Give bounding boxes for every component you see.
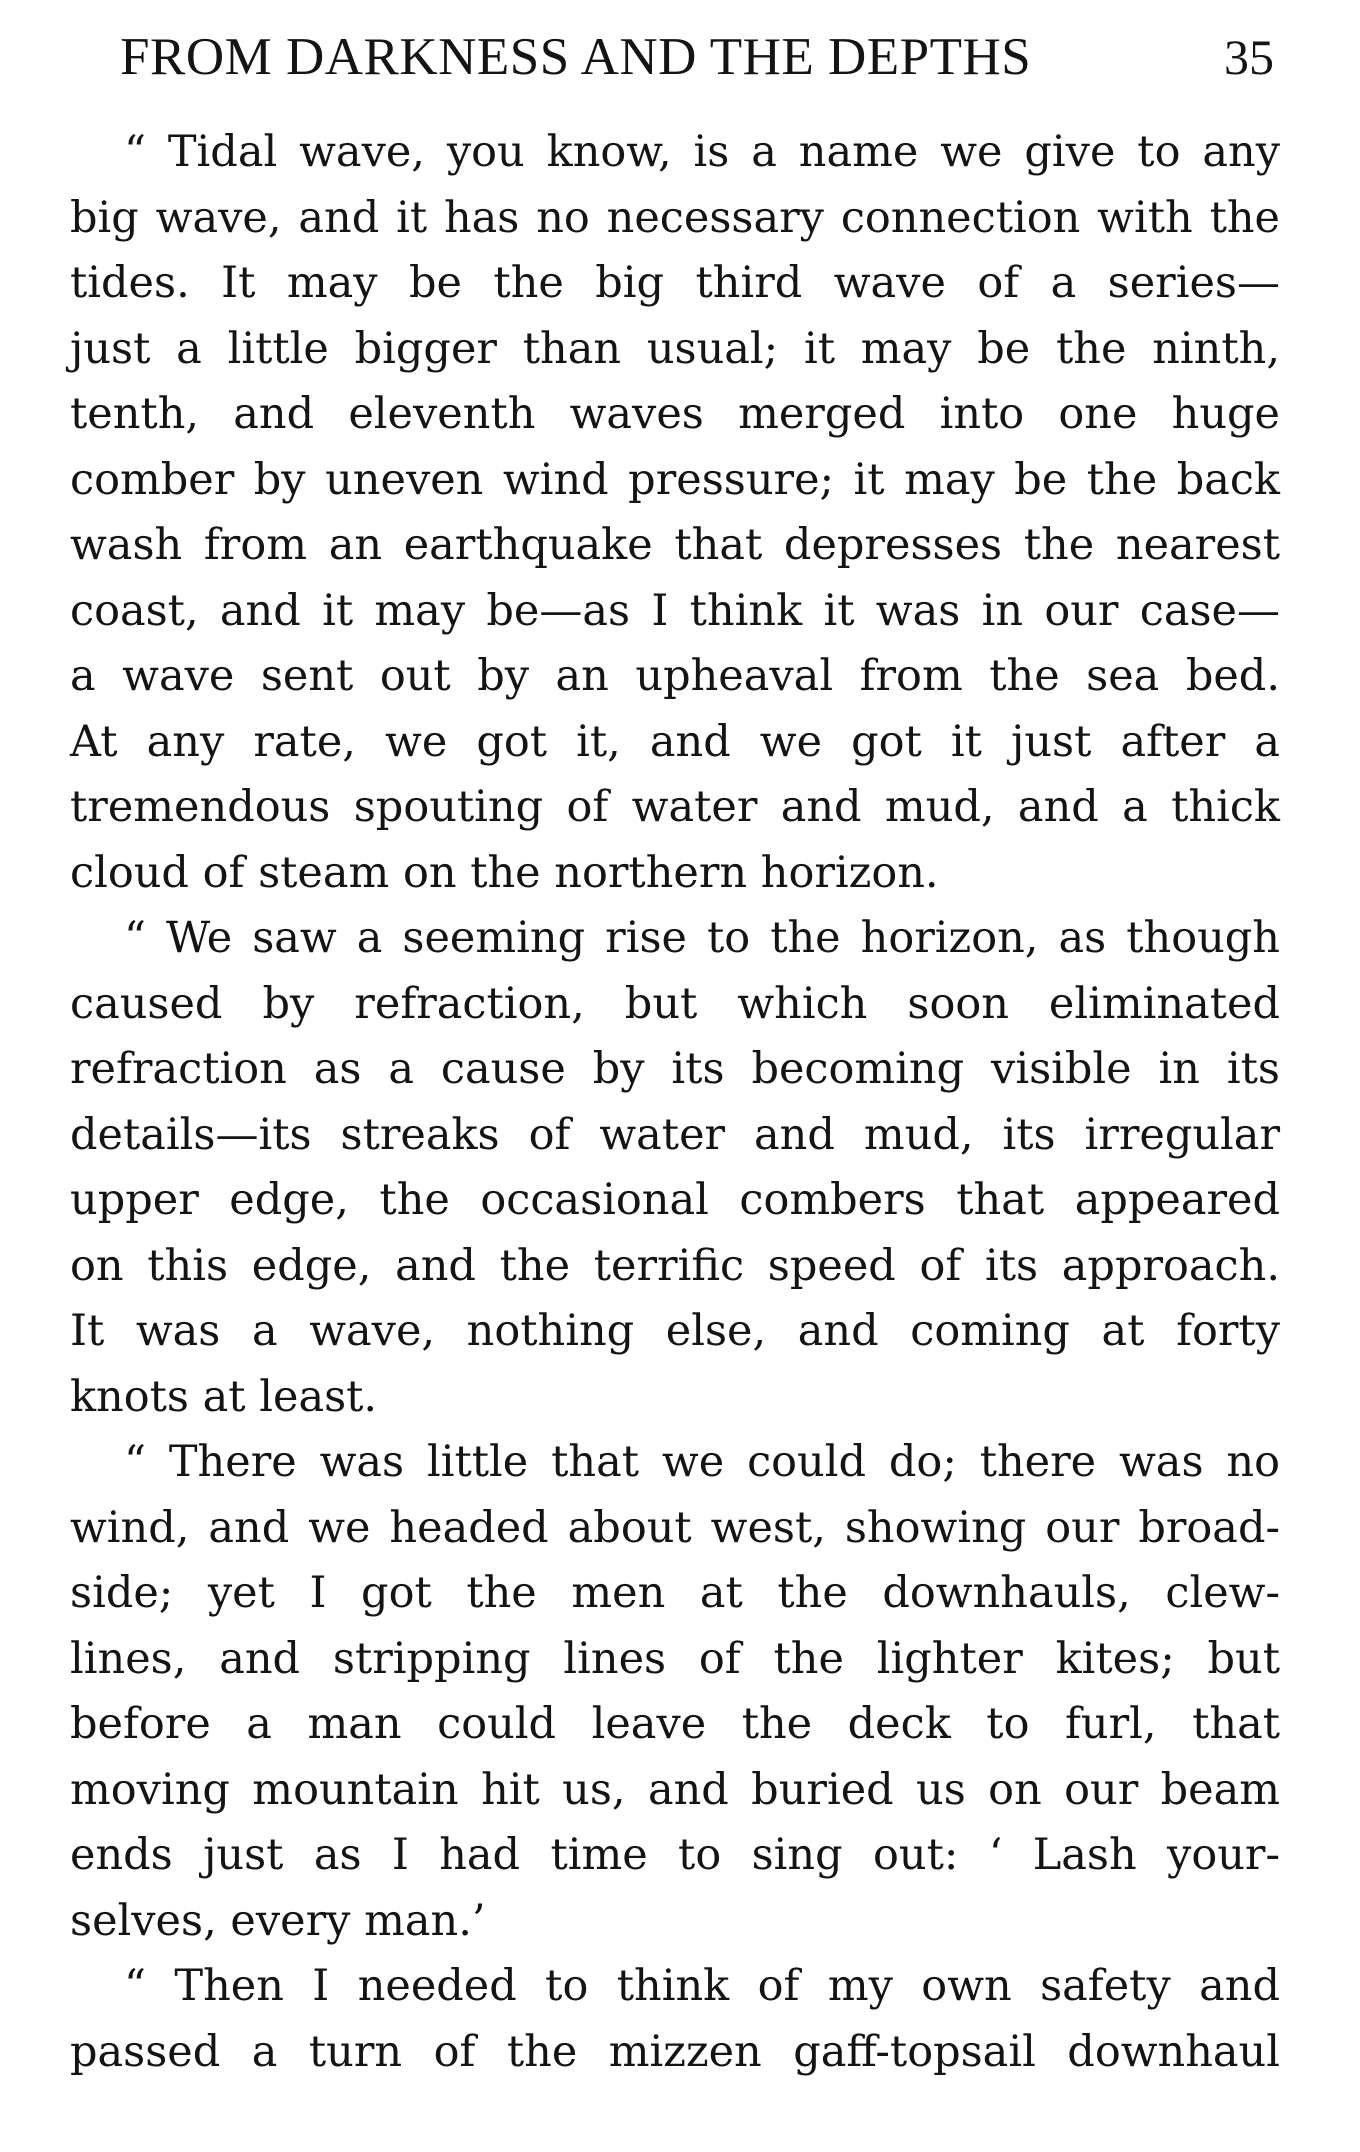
text-line: It was a wave, nothing else, and coming at forty [70,1306,1280,1356]
text-line: “ Tidal wave, you know, is a name we give to any [124,127,1280,177]
running-title: FROM DARKNESS AND THE DEPTHS [120,28,1032,86]
text-line: tenth, and eleventh waves merged into one huge [70,389,1280,439]
text-line: just a little bigger than usual; it may be the ninth, [70,323,1280,374]
text-line: refraction as a cause by its becoming visible in its [70,1044,1280,1094]
text-line: a wave sent out by an upheaval from the sea bed. [70,651,1280,701]
text-line: At any rate, we got it, and we got it just after a [70,716,1280,767]
running-head [120,22,1280,92]
body-text [70,120,1280,2085]
text-line: “ Then I needed to think of my own safety and [124,1961,1280,2011]
text-line: passed a turn of the mizzen gaff-topsail downhaul [70,2026,1280,2077]
text-line: lines, and stripping lines of the lighter kites; but [70,1633,1280,1684]
text-line: selves, every man.’ [70,1895,486,1946]
text-line: side; yet I got the men at the downhauls, clew- [70,1568,1280,1618]
text-line: caused by refraction, but which soon eliminated [70,978,1280,1029]
text-line: “ There was little that we could do; there was no [124,1437,1280,1487]
text-line: tides. It may be the big third wave of a series— [70,258,1280,308]
text-line: comber by uneven wind pressure; it may be the back [70,454,1280,505]
text-line: “ We saw a seeming rise to the horizon, as though [124,913,1280,963]
text-line: cloud of steam on the northern horizon. [70,847,939,898]
text-line: wash from an earthquake that depresses the nearest [70,520,1280,570]
text-line: tremendous spouting of water and mud, and a thick [70,782,1280,832]
text-line: wind, and we headed about west, showing our broad- [70,1502,1280,1553]
text-line: ends just as I had time to sing out: ‘ Lash your- [70,1830,1280,1880]
page-number: 35 [1224,29,1274,85]
text-line: big wave, and it has no necessary connection with the [70,192,1280,243]
text-line: moving mountain hit us, and buried us on our beam [70,1764,1280,1815]
text-line: coast, and it may be—as I think it was in our case— [70,585,1280,636]
text-line: knots at least. [70,1371,378,1422]
text-line: before a man could leave the deck to furl, that [70,1699,1280,1749]
text-line: on this edge, and the terrific speed of its approach. [70,1240,1280,1291]
text-line: upper edge, the occasional combers that appeared [70,1175,1280,1225]
text-line: details—its streaks of water and mud, its irregular [70,1109,1280,1160]
